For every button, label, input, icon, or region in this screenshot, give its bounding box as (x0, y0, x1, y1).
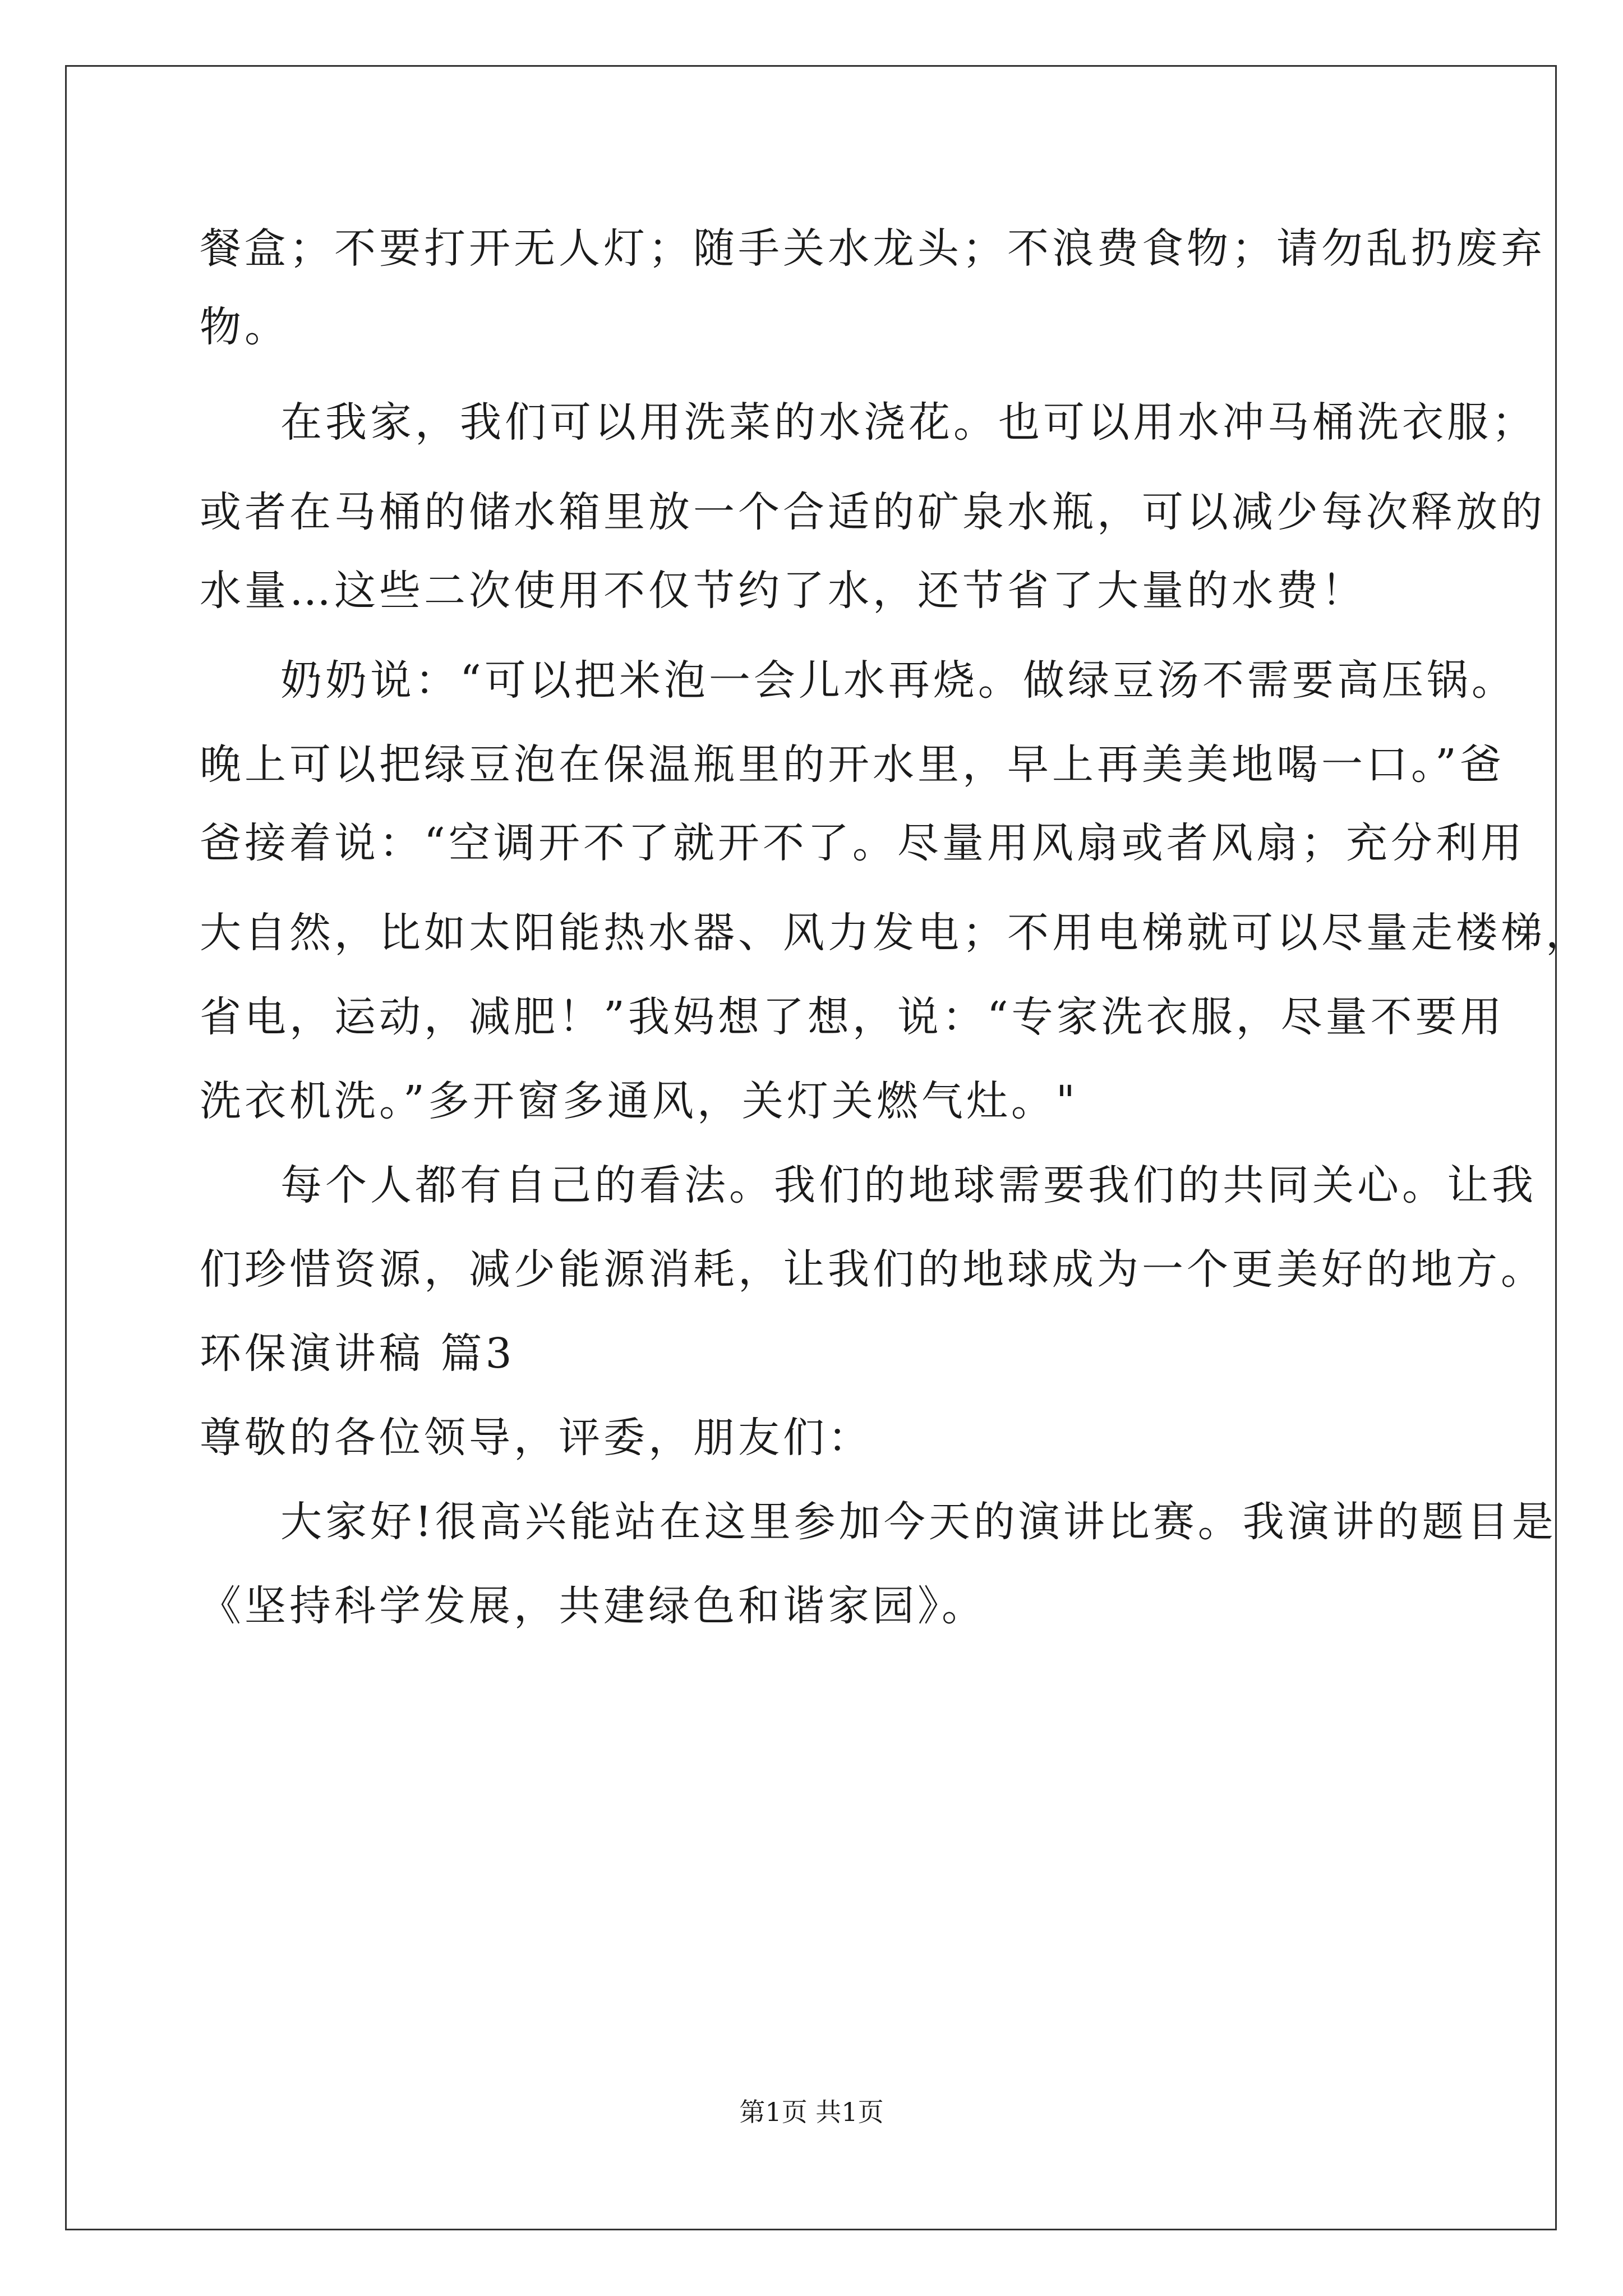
paragraph-line: 或者在马桶的储水箱里放一个合适的矿泉水瓶，可以减少每次释放的 (200, 488, 1546, 536)
paragraph-line: 《坚持科学发展，共建绿色和谐家园》。 (200, 1582, 986, 1630)
paragraph-line: 水量…这些二次使用不仅节约了水，还节省了大量的水费！ (200, 567, 1366, 615)
paragraph-line: 在我家，我们可以用洗菜的水浇花。也可以用水冲马桶洗衣服； (280, 398, 1537, 447)
paragraph-line: 餐盒；不要打开无人灯；随手关水龙头；不浪费食物；请勿乱扔废弃 (200, 224, 1546, 273)
paragraph-line: 每个人都有自己的看法。我们的地球需要我们的共同关心。让我 (280, 1161, 1537, 1209)
page-footer: 第1页 共1页 (739, 2097, 884, 2127)
paragraph-line: 大自然，比如太阳能热水器、风力发电；不用电梯就可以尽量走楼梯， (200, 909, 1590, 957)
paragraph-line: 省电，运动，减肥！”我妈想了想，说：“专家洗衣服，尽量不要用 (200, 993, 1505, 1041)
paragraph-line: 晚上可以把绿豆泡在保温瓶里的开水里，早上再美美地喝一口。”爸 (200, 740, 1505, 789)
page-frame (65, 65, 1557, 2230)
paragraph-line: 奶奶说：“可以把米泡一会儿水再烧。做绿豆汤不需要高压锅。 (280, 656, 1516, 705)
section-heading: 环保演讲稿 篇3 (200, 1329, 515, 1378)
paragraph-line: 洗衣机洗。”多开窗多通风，关灯关燃气灶。" (200, 1077, 1078, 1125)
paragraph-line: 爸接着说：“空调开不了就开不了。尽量用风扇或者风扇；充分利用 (200, 819, 1525, 867)
salutation: 尊敬的各位领导，评委，朋友们： (200, 1414, 873, 1462)
paragraph-line: 大家好!很高兴能站在这里参加今天的演讲比赛。我演讲的题目是 (280, 1498, 1557, 1546)
paragraph-line: 们珍惜资源，减少能源消耗，让我们的地球成为一个更美好的地方。 (200, 1245, 1546, 1294)
paragraph-line: 物。 (200, 303, 289, 351)
